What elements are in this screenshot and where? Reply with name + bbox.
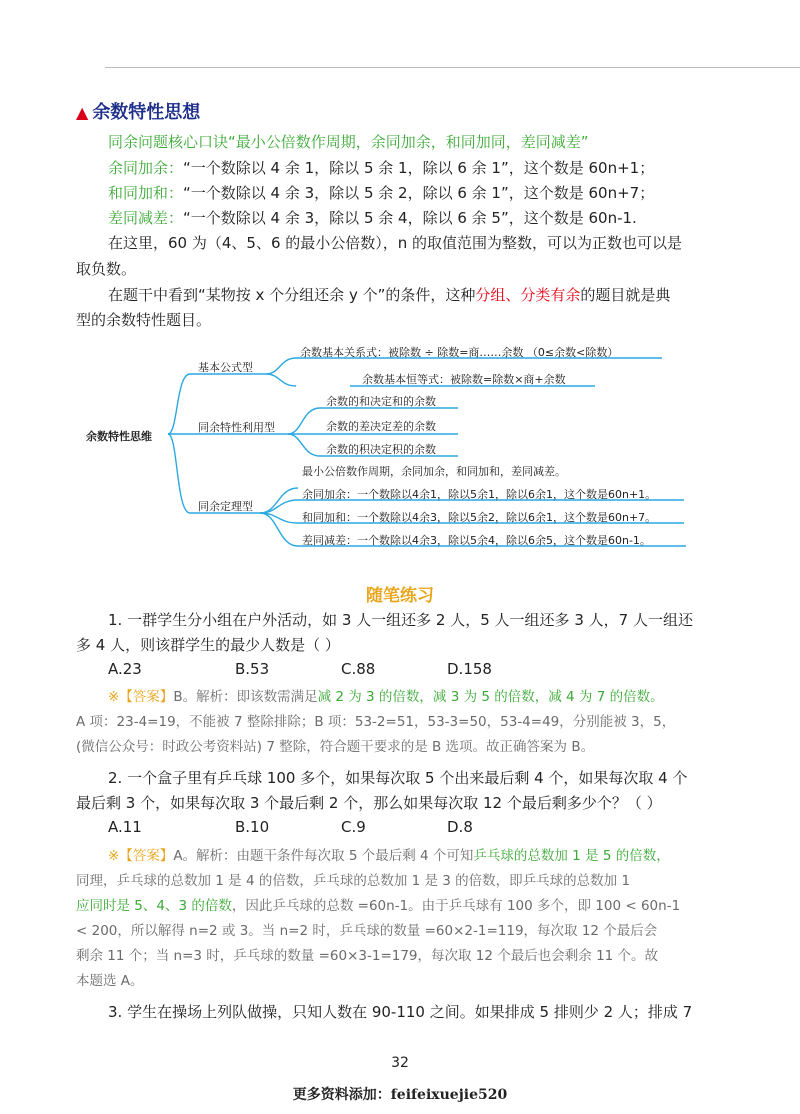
diagram-leaf-rule3: 差同减差：一个数除以4余3，除以5余4，除以6余5，这个数是60n-1。 xyxy=(302,534,651,547)
section-title-text: 余数特性思想 xyxy=(92,102,201,123)
diagram-leaf-summary: 最小公倍数作周期，余同加余，和同加和，差同减差。 xyxy=(302,465,566,478)
q1-option-c: C.88 xyxy=(341,660,376,678)
diagram-branch-congruence: 同余特性利用型 xyxy=(198,421,275,434)
triangle-icon: ▲ xyxy=(76,103,89,122)
q1-answer-line3: (微信公众号：时政公考资料站) 7 整除，符合题干要求的是 B 选项。故正确答案为 B。 xyxy=(76,739,595,755)
q1-answer-text: B。解析：即该数需满足 xyxy=(173,689,318,705)
para2-highlight: 分组、分类有余 xyxy=(475,286,581,304)
q2-answer-line1 xyxy=(108,845,670,867)
q1-answer-highlight: 减 2 为 3 的倍数，减 3 为 5 的倍数，减 4 为 7 的倍数。 xyxy=(317,689,664,705)
q2-answer-highlight-2: 应同时是 5、4、3 的倍数 xyxy=(76,898,232,914)
q1-answer-label: ※【答案】 xyxy=(108,689,174,705)
rule-2-label: 和同加和： xyxy=(108,184,184,202)
q2-answer-line5: 剩余 11 个；当 n=3 时，乒乓球的数量 =60×3-1=179，每次取 12 个最后也会剩余 11 个。故 xyxy=(76,948,659,964)
q2-line1: 2. 一个盒子里有乒乓球 100 多个，如果每次取 5 个出来最后剩 4 个，如果每次取 4 个 xyxy=(108,769,688,787)
q2-option-c: C.9 xyxy=(341,818,366,836)
q1-option-a: A.23 xyxy=(108,660,142,678)
header-divider xyxy=(105,67,800,68)
q2-answer-label: ※【答案】 xyxy=(108,848,174,864)
mind-map-diagram xyxy=(80,338,700,556)
para2-line2: 型的余数特性题目。 xyxy=(76,311,212,329)
q1-option-b: B.53 xyxy=(235,660,270,678)
q2-option-b: B.10 xyxy=(235,818,270,836)
rule-1-label: 余同加余： xyxy=(108,159,184,177)
q1-line1: 1. 一群学生分小组在户外活动，如 3 人一组还多 2 人，5 人一组还多 3 人，7 人一组还 xyxy=(108,611,693,629)
rule-1-text: “一个数除以 4 余 1，除以 5 余 1，除以 6 余 1”，这个数是 60n+1； xyxy=(183,159,655,177)
para2-text-c: 的题目就是典 xyxy=(580,286,671,304)
rule-3-label: 差同减差： xyxy=(108,209,184,227)
rule-1 xyxy=(108,156,654,180)
para1-line1: 在这里，60 为（4、5、6 的最小公倍数），n 的取值范围为整数，可以为正数也可以是 xyxy=(108,234,683,252)
rule-2-text: “一个数除以 4 余 3，除以 5 余 2，除以 6 余 1”，这个数是 60n+7； xyxy=(183,184,655,202)
q2-option-d: D.8 xyxy=(447,818,473,836)
diagram-root: 余数特性思维 xyxy=(86,430,152,443)
section-title xyxy=(76,98,200,124)
mnemonic-line: 同余问题核心口诀“最小公倍数作周期，余同加余，和同加同，差同减差” xyxy=(108,133,589,151)
diagram-leaf-relation: 余数基本关系式：被除数 ÷ 除数=商……余数 （0≤余数<除数） xyxy=(300,346,619,359)
diagram-leaf-rule2: 和同加和：一个数除以4余3，除以5余2，除以6余1，这个数是60n+7。 xyxy=(302,511,657,524)
diagram-leaf-product: 余数的积决定积的余数 xyxy=(326,443,436,456)
q1-option-d: D.158 xyxy=(447,660,492,678)
footer-contact: 更多资料添加：feifeixuejie520 xyxy=(292,1087,508,1103)
q2-answer-line6: 本题选 A。 xyxy=(76,973,144,989)
diagram-leaf-sum: 余数的和决定和的余数 xyxy=(326,395,436,408)
q2-answer-line2: 同理，乒乓球的总数加 1 是 4 的倍数，乒乓球的总数加 1 是 3 的倍数，即乒乓球的总数加 1 xyxy=(76,873,631,889)
q2-line2: 最后剩 3 个，如果每次取 3 个最后剩 2 个，那么如果每次取 12 个最后剩多少个？（ ） xyxy=(76,794,662,812)
q1-answer-line2: A 项：23-4=19，不能被 7 整除排除；B 项：53-2=51，53-3=50，53-4=49，分别能被 3，5， xyxy=(76,714,676,730)
page-number: 32 xyxy=(391,1055,409,1071)
q1-line2: 多 4 人，则该群学生的最少人数是（ ） xyxy=(76,636,340,654)
para1-line2: 取负数。 xyxy=(76,260,137,278)
q2-answer-text: A。解析：由题干条件每次取 5 个最后剩 4 个可知 xyxy=(173,848,474,864)
practice-title: 随笔练习 xyxy=(366,586,434,606)
diagram-leaf-rule1: 余同加余：一个数除以4余1，除以5余1，除以6余1，这个数是60n+1。 xyxy=(302,488,657,501)
q3-line1: 3. 学生在操场上列队做操，只知人数在 90-110 之间。如果排成 5 排则少 2 人；排成 7 xyxy=(108,1003,693,1021)
rule-3-text: “一个数除以 4 余 3，除以 5 余 4，除以 6 余 5”，这个数是 60n-1. xyxy=(183,209,637,227)
q2-answer-highlight: 乒乓球的总数加 1 是 5 的倍数， xyxy=(473,848,670,864)
rule-3 xyxy=(108,206,637,230)
q1-answer-line1 xyxy=(108,686,664,708)
diagram-leaf-diff: 余数的差决定差的余数 xyxy=(326,420,436,433)
q2-answer-line3 xyxy=(76,895,680,917)
diagram-leaf-identity: 余数基本恒等式：被除数=除数×商+余数 xyxy=(362,373,566,386)
q2-option-a: A.11 xyxy=(108,818,142,836)
q2-answer-text-2: ，因此乒乓球的总数 =60n-1。由于乒乓球有 100 多个，即 100 < 60n-1 xyxy=(231,898,681,914)
q2-answer-line4: < 200，所以解得 n=2 或 3。当 n=2 时，乒乓球的数量 =60×2-1=119，每次取 12 个最后会 xyxy=(76,923,658,939)
diagram-branch-theorem: 同余定理型 xyxy=(198,500,253,513)
diagram-branch-basic: 基本公式型 xyxy=(198,361,253,374)
para2-line1 xyxy=(108,283,670,307)
rule-2 xyxy=(108,181,654,205)
para2-text-a: 在题干中看到“某物按 x 个分组还余 y 个”的条件，这种 xyxy=(108,286,476,304)
